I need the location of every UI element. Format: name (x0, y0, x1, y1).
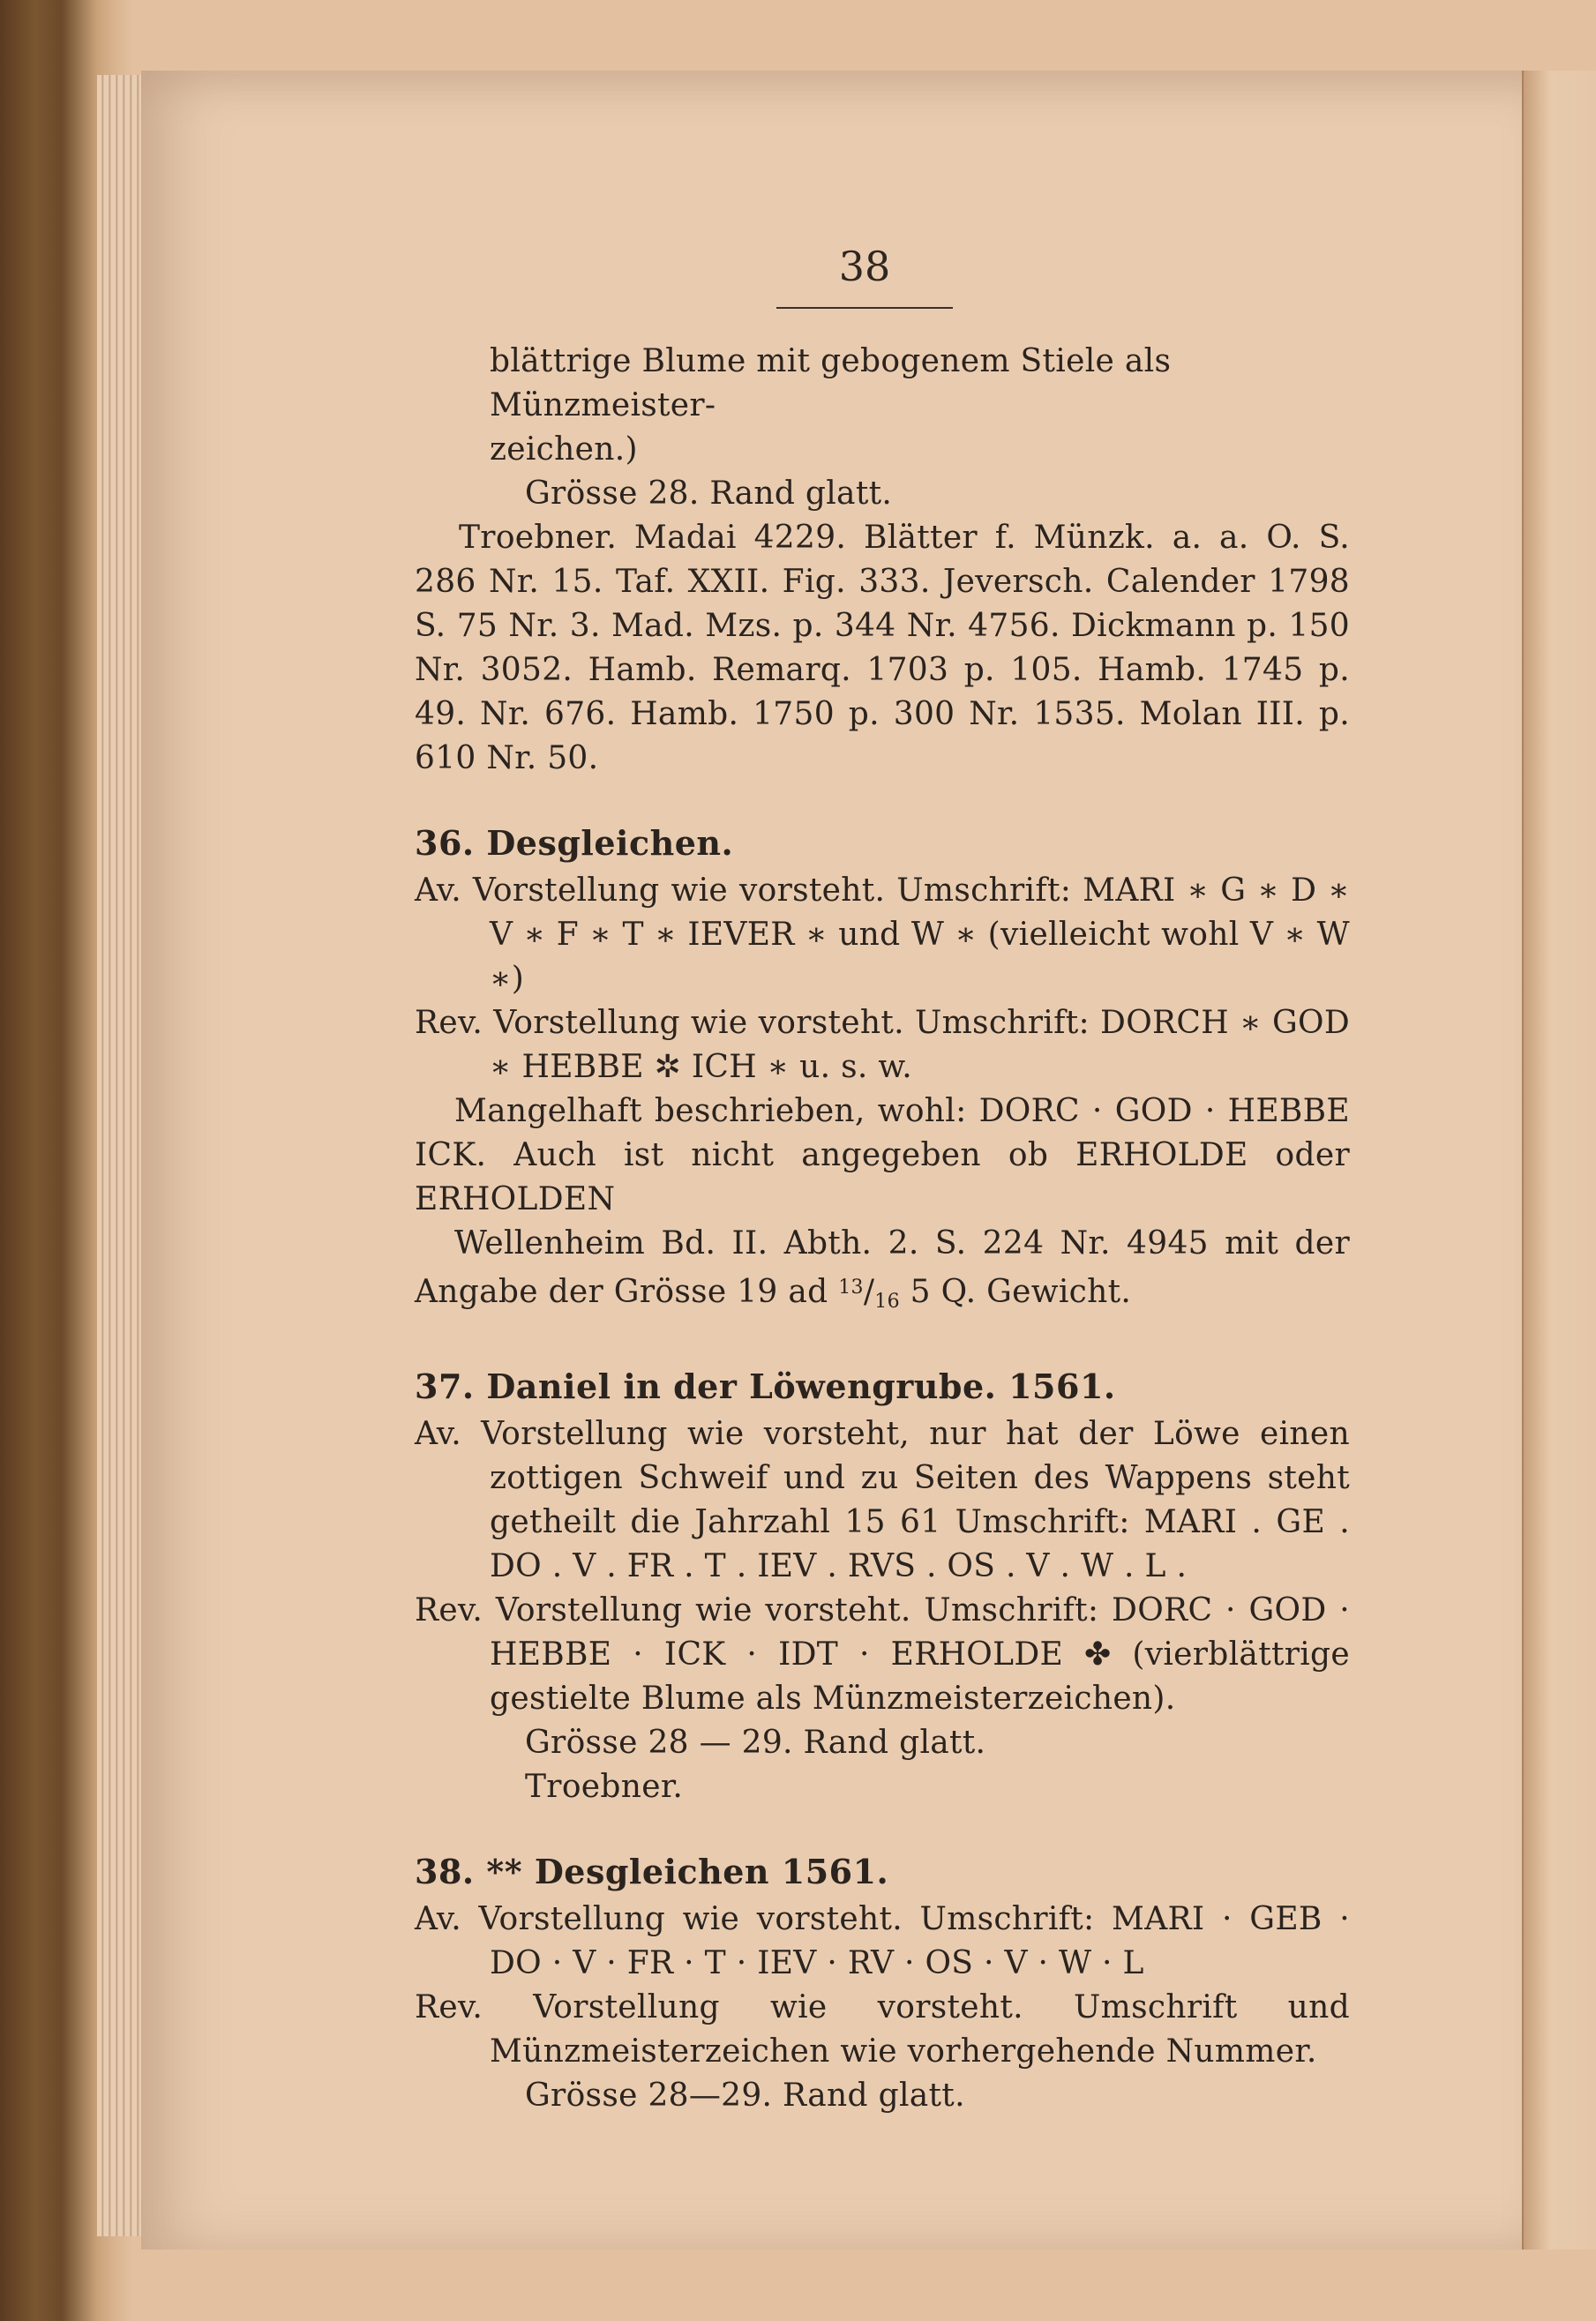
entry-37-reverse: Rev. Vorstellung wie vorsteht. Umschrift: DORC · GOD · HEBBE · ICK · IDT · ERHOLDE ✤ (vierblättrige gestielte Blume als Münzmeisterzeichen). (415, 1592, 1350, 1717)
entry-37-reference: Troebner. (525, 1769, 684, 1805)
entry-36-wellenheim: Wellenheim Bd. II. Abth. 2. S. 224 Nr. 4945 mit der Angabe der Grösse 19 ad $^{13}$/16 5 Q. Gewicht. (415, 1225, 1350, 1313)
entry-38-size: Grösse 28—29. Rand glatt. (525, 2078, 965, 2114)
page-text (415, 340, 1350, 2118)
size-line: Grösse 28. Rand glatt. (525, 475, 893, 512)
entry-37-heading: 37. Daniel in der Löwengrube. 1561. (415, 1366, 1116, 1406)
facing-page-edge (1522, 71, 1596, 2250)
entry-36-reverse: Rev. Vorstellung wie vorsteht. Umschrift: DORCH ∗ GOD ∗ HEBBE ✲ ICH ∗ u. s. w. (415, 1005, 1350, 1085)
continuation-line-1: blättrige Blume mit gebogenem Stiele als Münzmeister- (490, 343, 1172, 423)
entry-38-heading: 38. ** Desgleichen 1561. (415, 1852, 889, 1891)
fraction-denominator: 16 (874, 1291, 900, 1313)
wellenheim-text-end: 5 Q. Gewicht. (899, 1274, 1132, 1310)
fraction-numerator: 13 (838, 1277, 864, 1299)
page-number: 38 (838, 243, 891, 290)
entry-36-heading: 36. Desgleichen. (415, 823, 734, 863)
page-number-rule (776, 307, 953, 309)
entry-38-obverse: Av. Vorstellung wie vorsteht. Umschrift: MARI · GEB · DO · V · FR · T · IEV · RV · OS · V · W · L (415, 1901, 1350, 1981)
entry-38-reverse: Rev. Vorstellung wie vorsteht. Umschrift und Münzmeisterzeichen wie vorhergehende Nummer. (415, 1989, 1350, 2070)
entry-36-note: Mangelhaft beschrieben, wohl: DORC · GOD · HEBBE ICK. Auch ist nicht angegeben ob ERHOLDE oder ERHOLDEN (415, 1093, 1350, 1217)
references-paragraph: Troebner. Madai 4229. Blätter f. Münzk. a. a. O. S. 286 Nr. 15. Taf. XXII. Fig. 333. Jeversch. Calender 1798 S. 75 Nr. 3. Mad. Mzs. p. 344 Nr. 4756. Dickmann p. 150 Nr. 3052. Hamb. Remarq. 1703 p. 105. Hamb. 1745 p. 49. Nr. 676. Hamb. 1750 p. 300 Nr. 1535. Molan III. p. 610 Nr. 50. (415, 520, 1350, 776)
continuation-line-2: zeichen.) (490, 431, 638, 468)
entry-36-obverse: Av. Vorstellung wie vorsteht. Umschrift: MARI ∗ G ∗ D ∗ V ∗ F ∗ T ∗ IEVER ∗ und W ∗ (vielleicht wohl V ∗ W ∗) (415, 872, 1350, 997)
entry-37-obverse: Av. Vorstellung wie vorsteht, nur hat der Löwe einen zottigen Schweif und zu Seiten des Wappens steht getheilt die Jahrzahl 15 61 Umschrift: MARI . GE . DO . V . FR . T . IEV . RVS . OS . V . W . L . (415, 1416, 1350, 1584)
entry-37-size: Grösse 28 — 29. Rand glatt. (525, 1725, 986, 1761)
wellenheim-text: Wellenheim Bd. II. Abth. 2. S. 224 Nr. 4945 mit der Angabe der Grösse 19 ad (415, 1225, 1350, 1310)
